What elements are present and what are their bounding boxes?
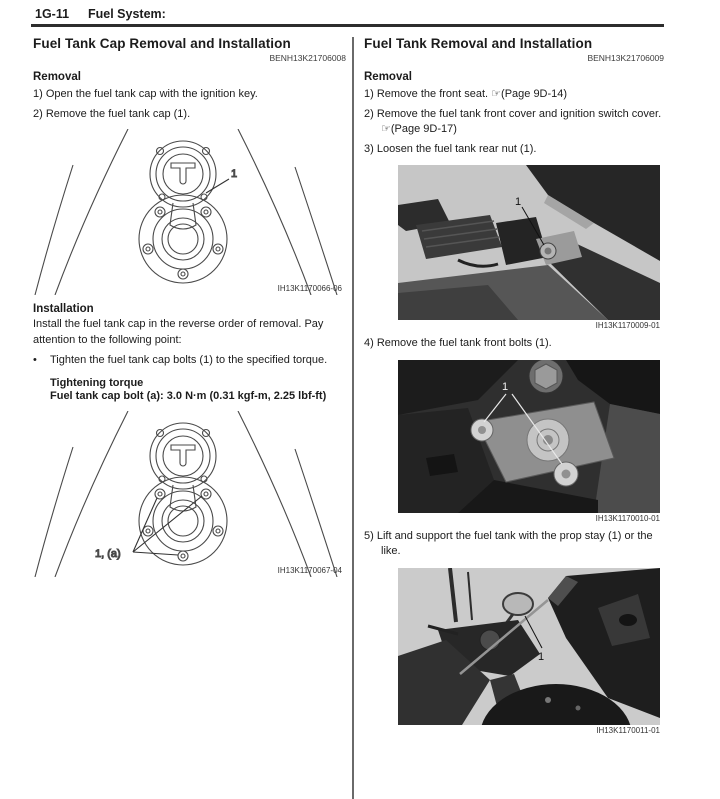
step-item: 2) Remove the fuel tank front cover and ignition switch cover. ☞(Page 9D-17) [364, 107, 662, 135]
photo-fuel-tank-front-bolts [398, 360, 660, 523]
page-number: 1G-11 [35, 7, 70, 21]
fuel-tank-cap-removal-diagram [33, 129, 346, 295]
removal-heading-left: Removal [33, 71, 81, 83]
step-item: 2) Remove the fuel tank cap (1). [33, 107, 191, 120]
installation-intro: Install the fuel tank cap in the reverse order of removal. Pay attention to the following point: [33, 318, 324, 346]
bullet-text: Tighten the fuel tank cap bolts (1) to the specified torque. [50, 354, 328, 366]
column-divider [352, 37, 354, 799]
callout-1: 1 [515, 196, 522, 208]
torque-heading: Tightening torque [50, 376, 144, 389]
section-title-cap: Fuel Tank Cap Removal and Installation [33, 36, 291, 51]
figure-label: IH13K1170066-06 [277, 284, 342, 293]
section-code-cap: BENH13K21706008 [269, 53, 346, 63]
photo-fuel-tank-prop-stay [398, 568, 660, 735]
bullet-item [33, 353, 346, 369]
callout-1a: 1, (a) [95, 548, 121, 560]
step-item: 1) Open the fuel tank cap with the ignition key. [33, 88, 258, 100]
left-column [33, 36, 346, 577]
right-column [364, 36, 664, 735]
fuel-tank-cap-install-diagram [33, 411, 346, 577]
step-item: 4) Remove the fuel tank front bolts (1). [364, 337, 552, 349]
bullet-marker: • [33, 354, 37, 366]
photo-label: IH13K1170009-01 [595, 321, 660, 330]
step-item: 3) Loosen the fuel tank rear nut (1). [364, 142, 537, 155]
step-item: 5) Lift and support the fuel tank with the prop stay (1) or the like. [364, 529, 653, 557]
removal-heading-right: Removal [364, 71, 412, 83]
torque-spec: Fuel tank cap bolt (a): 3.0 N·m (0.31 kgf-m, 2.25 lbf-ft) [50, 389, 327, 402]
callout-1: 1 [538, 650, 545, 663]
installation-heading: Installation [33, 303, 94, 315]
callout-1: 1 [502, 380, 509, 393]
photo-label: IH13K1170011-01 [596, 725, 660, 735]
chapter-title: Fuel System: [88, 7, 166, 21]
header-rule [31, 24, 664, 27]
step-item: 1) Remove the front seat. ☞(Page 9D-14) [364, 88, 568, 100]
photo-fuel-tank-rear-nut [398, 165, 660, 330]
photo-label: IH13K1170010-01 [595, 513, 660, 523]
figure-label: IH13K1170067-04 [277, 566, 342, 575]
section-title-tank: Fuel Tank Removal and Installation [364, 36, 593, 51]
section-code-tank: BENH13K21706009 [587, 53, 664, 63]
callout-1: 1 [231, 168, 238, 180]
